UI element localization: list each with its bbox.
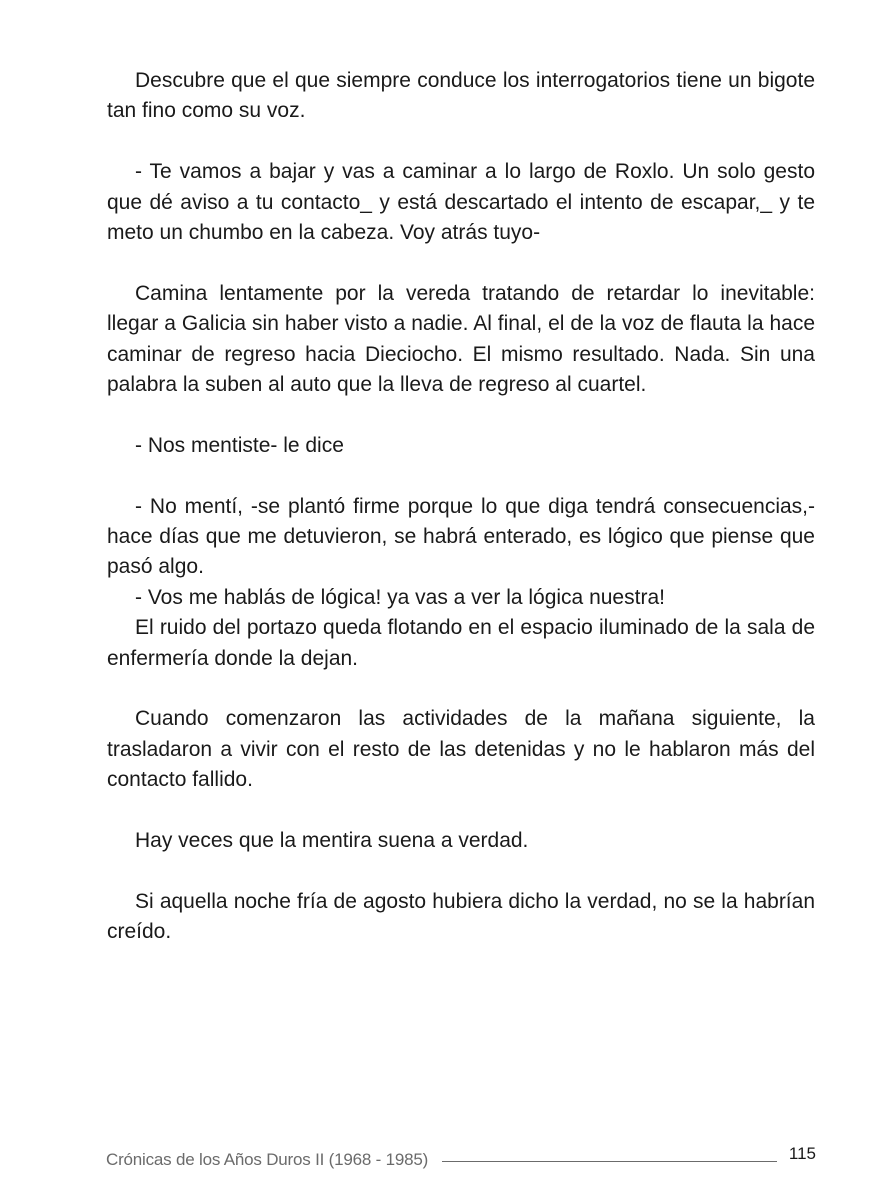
footer-divider xyxy=(442,1161,777,1162)
paragraph-7: El ruido del portazo queda flotando en el espacio iluminado de la sala de enfermería donde la dejan. xyxy=(107,616,815,670)
paragraph-6: - Vos me hablás de lógica! ya vas a ver la lógica nuestra! xyxy=(135,585,665,609)
paragraph-1: Descubre que el que siempre conduce los interrogatorios tiene un bigote tan fino como su voz. xyxy=(107,69,815,123)
paragraph-3: Camina lentamente por la vereda tratando de retardar lo inevitable: llegar a Galicia sin haber visto a nadie. Al final, el de la voz de flauta la hace caminar de regreso hacia Dieciocho. El mismo resultado. Nada. Sin una palabra la suben al auto que la lleva de regreso al cuartel. xyxy=(107,281,815,397)
paragraph-5: - No mentí, -se plantó firme porque lo que diga tendrá consecuencias,- hace días que me detuvieron, se habrá enterado, es lógico que piense que pasó algo. xyxy=(107,494,815,579)
paragraph-2: - Te vamos a bajar y vas a caminar a lo largo de Roxlo. Un solo gesto que dé aviso a tu contacto_ y está descartado el intento de escapar,_ y te meto un chumbo en la cabeza. Voy atrás tuyo- xyxy=(107,160,815,245)
paragraph-10: Si aquella noche fría de agosto hubiera dicho la verdad, no se la habrían creído. xyxy=(107,889,815,944)
page-number: 115 xyxy=(788,1144,816,1163)
paragraph-4: - Nos mentiste- le dice xyxy=(135,433,344,457)
page-body xyxy=(107,66,815,948)
paragraph-8: Cuando comenzaron las actividades de la mañana siguiente, la trasladaron a vivir con el resto de las detenidas y no le hablaron más del contacto fallido. xyxy=(107,707,815,792)
footer-book-title: Crónicas de los Años Duros II (1968 - 1985) xyxy=(106,1150,429,1169)
page-footer xyxy=(106,1146,816,1174)
paragraph-9: Hay veces que la mentira suena a verdad. xyxy=(135,829,529,853)
